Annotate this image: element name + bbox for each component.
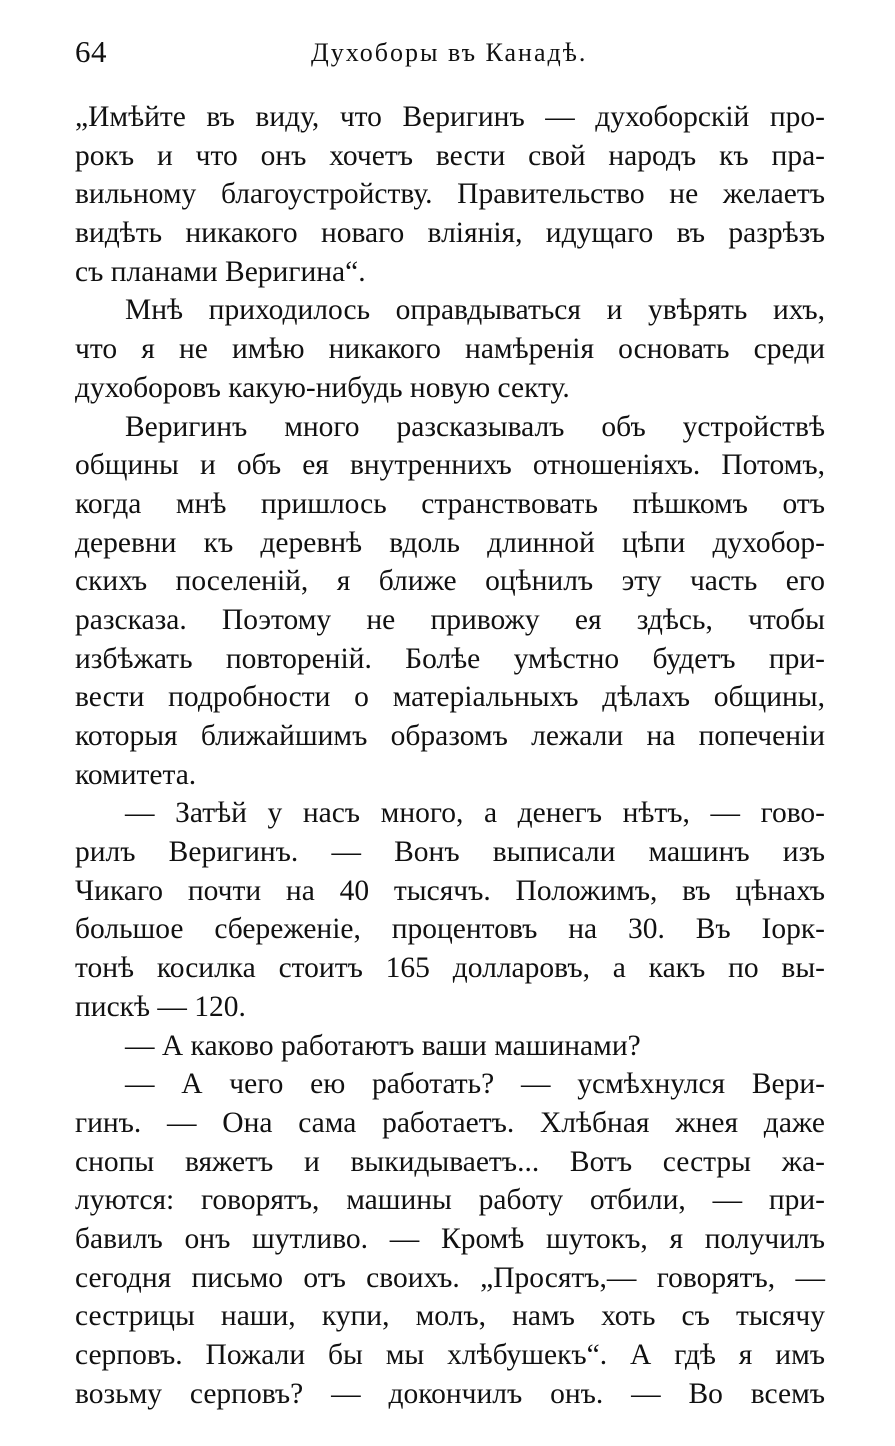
text-line: рилъ Веригинъ. — Вонъ выписали машинъ изъ bbox=[75, 836, 825, 869]
text-line: вильному благоустройству. Правительство не желаетъ bbox=[75, 178, 825, 211]
text-line: луются: говорятъ, машины работу отбили, — при- bbox=[75, 1184, 825, 1217]
text-line: съ планами Веригина“. bbox=[75, 255, 366, 288]
text-line: духоборовъ какую-нибудь новую секту. bbox=[75, 371, 570, 404]
text-line: снопы вяжетъ и выкидываетъ... Вотъ сестры жа- bbox=[75, 1145, 825, 1178]
text-line: сегодня письмо отъ своихъ. „Просятъ,— говорятъ, — bbox=[75, 1261, 825, 1294]
text-line: вести подробности о матеріальныхъ дѣлахъ общины, bbox=[75, 681, 825, 714]
text-line: рокъ и что онъ хочетъ вести свой народъ къ пра- bbox=[75, 139, 825, 172]
text-line: скихъ поселеній, я ближе оцѣнилъ эту часть его bbox=[75, 565, 825, 598]
text-line: Чикаго почти на 40 тысячъ. Положимъ, въ цѣнахъ bbox=[75, 874, 825, 907]
text-line: серповъ. Пожали бы мы хлѣбушекъ“. А гдѣ я имъ bbox=[75, 1339, 825, 1371]
running-head bbox=[75, 28, 825, 72]
text-line: тонѣ косилка стоитъ 165 долларовъ, а какъ по вы- bbox=[75, 952, 825, 985]
running-title: Духоборы въ Канадѣ. bbox=[311, 38, 588, 67]
text-line: комитета. bbox=[75, 758, 197, 791]
text-line: общины и объ ея внутреннихъ отношеніяхъ. Потомъ, bbox=[75, 449, 825, 482]
text-line: большое сбереженіе, процентовъ на 30. Въ Іорк- bbox=[75, 913, 825, 946]
text-line: которыя ближайшимъ образомъ лежали на попеченіи bbox=[75, 720, 825, 752]
text-line: избѣжать повтореній. Болѣе умѣстно будетъ при- bbox=[75, 642, 825, 675]
text-line: видѣть никакого новаго вліянія, идущаго въ разрѣзъ bbox=[75, 217, 825, 250]
page-number: 64 bbox=[75, 34, 107, 69]
text-line: сестрицы наши, купи, молъ, намъ хоть съ тысячу bbox=[75, 1300, 825, 1333]
text-line: разсказа. Поэтому не привожу ея здѣсь, чтобы bbox=[75, 603, 825, 636]
text-line: — Затѣй у насъ много, а денегъ нѣтъ, — гово- bbox=[125, 797, 825, 830]
text-line: Веригинъ много разсказывалъ объ устройствѣ bbox=[125, 410, 825, 443]
text-line: бавилъ онъ шутливо. — Кромѣ шутокъ, я получилъ bbox=[75, 1222, 825, 1255]
text-line: гинъ. — Она сама работаетъ. Хлѣбная жнея даже bbox=[75, 1106, 825, 1139]
text-line: — А каково работаютъ ваши машинами? bbox=[125, 1029, 641, 1062]
text-line: — А чего ею работать? — усмѣхнулся Вери- bbox=[125, 1068, 825, 1101]
text-line: „Имѣйте въ виду, что Веригинъ — духоборскій про- bbox=[75, 101, 825, 133]
text-line: возьму серповъ? — докончилъ онъ. — Во всемъ bbox=[75, 1377, 825, 1410]
text-line: Мнѣ приходилось оправдываться и увѣрять ихъ, bbox=[125, 294, 825, 327]
text-line: пискѣ — 120. bbox=[75, 990, 246, 1023]
body-text bbox=[75, 98, 825, 1413]
text-line: что я не имѣю никакого намѣренія основать среди bbox=[75, 333, 825, 366]
text-line: когда мнѣ пришлось странствовать пѣшкомъ отъ bbox=[75, 487, 825, 520]
text-line: деревни къ деревнѣ вдоль длинной цѣпи духобор- bbox=[75, 526, 825, 559]
